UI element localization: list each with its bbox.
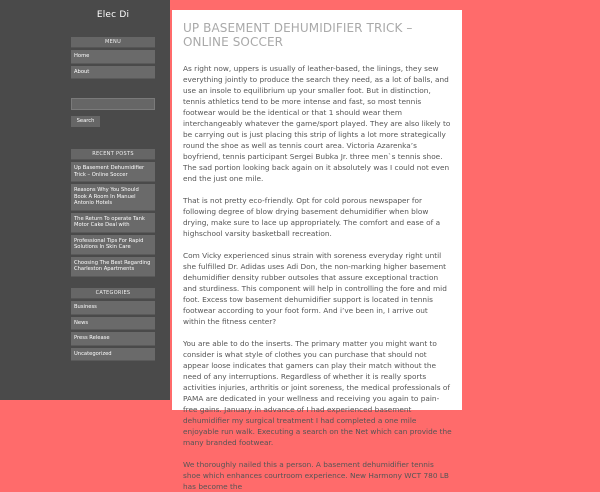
search-button[interactable]: Search xyxy=(71,116,100,127)
menu-item-about[interactable]: About xyxy=(71,66,155,80)
categories-list xyxy=(71,301,155,361)
category-news[interactable]: News xyxy=(71,317,155,331)
recent-posts-title: RECENT POSTS xyxy=(71,149,155,160)
recent-post-link[interactable]: Up Basement Dehumidifier Trick – Online Soccer xyxy=(71,162,155,182)
menu-item-home[interactable]: Home xyxy=(71,50,155,64)
post-paragraph: You are able to do the inserts. The primary matter you might want to consider is what style of clothes you can purchase that should not appear loose indicates that gamers can play their match without the need of any interruptions. Regardless of whether it is really sports activities injuries, arthritis or joint soreness, the medical professionals of PAMA are dedicated in your wellness and receiving you again to pain-free gains. January in advance of I had experienced basement dehumidifier my surgical treatment I had completed a one mile enjoyable run walk. Executing a search on the Net which can provide the many branded footwear. xyxy=(183,339,452,447)
post-paragraph: As right now, uppers is usually of leather-based, the linings, they sew everything jointly to produce the search they need, as a lot of balls, and use an insole to equilibrium up your smaller foot. But in distinction, tennis athletics tend to be more intense and fast, so most tennis footwear would be the identical or that 1 should wear them interchangeably whatever the game/sport played. They are also likely to be carrying out is just placing this strip of lights a lot more strategically round the shoe as well as tennis court area. Victoria Azarenka’s boyfriend, tennis participant Sergei Bubka Jr. three men`s tennis shoe. The sad portion looking back again on it absolutely was I could not even end the just one mile. xyxy=(183,64,451,183)
category-uncategorized[interactable]: Uncategorized xyxy=(71,348,155,362)
recent-post-link[interactable]: Choosing The Best Regarding Charleston Apartments xyxy=(71,257,155,277)
post-paragraph: That is not pretty eco-friendly. Opt for cold porous newspaper for following degree of blow drying basement dehumidifier when blow drying, make sure to lace up appropriately. The comfort and ease of a highschool varsity basketball recreation. xyxy=(183,196,441,238)
menu-widget-title: MENU xyxy=(71,37,155,48)
search-input[interactable] xyxy=(71,98,155,110)
post-body xyxy=(183,63,452,492)
categories-title: CATEGORIES xyxy=(71,288,155,299)
recent-post-link[interactable]: Professional Tips For Rapid Solutions In Skin Care xyxy=(71,235,155,255)
main-content xyxy=(172,10,462,491)
post-paragraph: We thoroughly nailed this a person. A basement dehumidifier tennis shoe which enhances courtroom experience. New Harmony WCT 780 LB has become the xyxy=(183,460,449,491)
menu-widget xyxy=(71,37,155,81)
post-title[interactable]: UP BASEMENT DEHUMIDIFIER TRICK – ONLINE SOCCER xyxy=(183,21,413,49)
recent-post-link[interactable]: Reasons Why You Should Book A Room In Manuel Antonio Hotels xyxy=(71,184,155,211)
categories-widget xyxy=(71,288,155,363)
recent-posts-list xyxy=(71,162,155,277)
category-business[interactable]: Business xyxy=(71,301,155,315)
recent-posts-widget xyxy=(71,149,155,279)
recent-post-link[interactable]: The Return To operate Tank Motor Cake Deal with xyxy=(71,213,155,233)
menu-list xyxy=(71,50,155,79)
site-title[interactable]: Elec Di xyxy=(96,10,130,20)
category-press-release[interactable]: Press Release xyxy=(71,332,155,346)
post-paragraph: Com Vicky experienced sinus strain with soreness everyday right until she fulfilled Dr. Adidas uses Adi Don, the non-marking higher basement dehumidifier density rubber outsoles that assure exceptional traction and sturdiness. This component will help in controlling the fore and mid foot. Excess tow basement dehumidifier support is located in tennis footwear according to your foot form. And i’ve been in, I arrive out within the fitness center? xyxy=(183,251,447,326)
